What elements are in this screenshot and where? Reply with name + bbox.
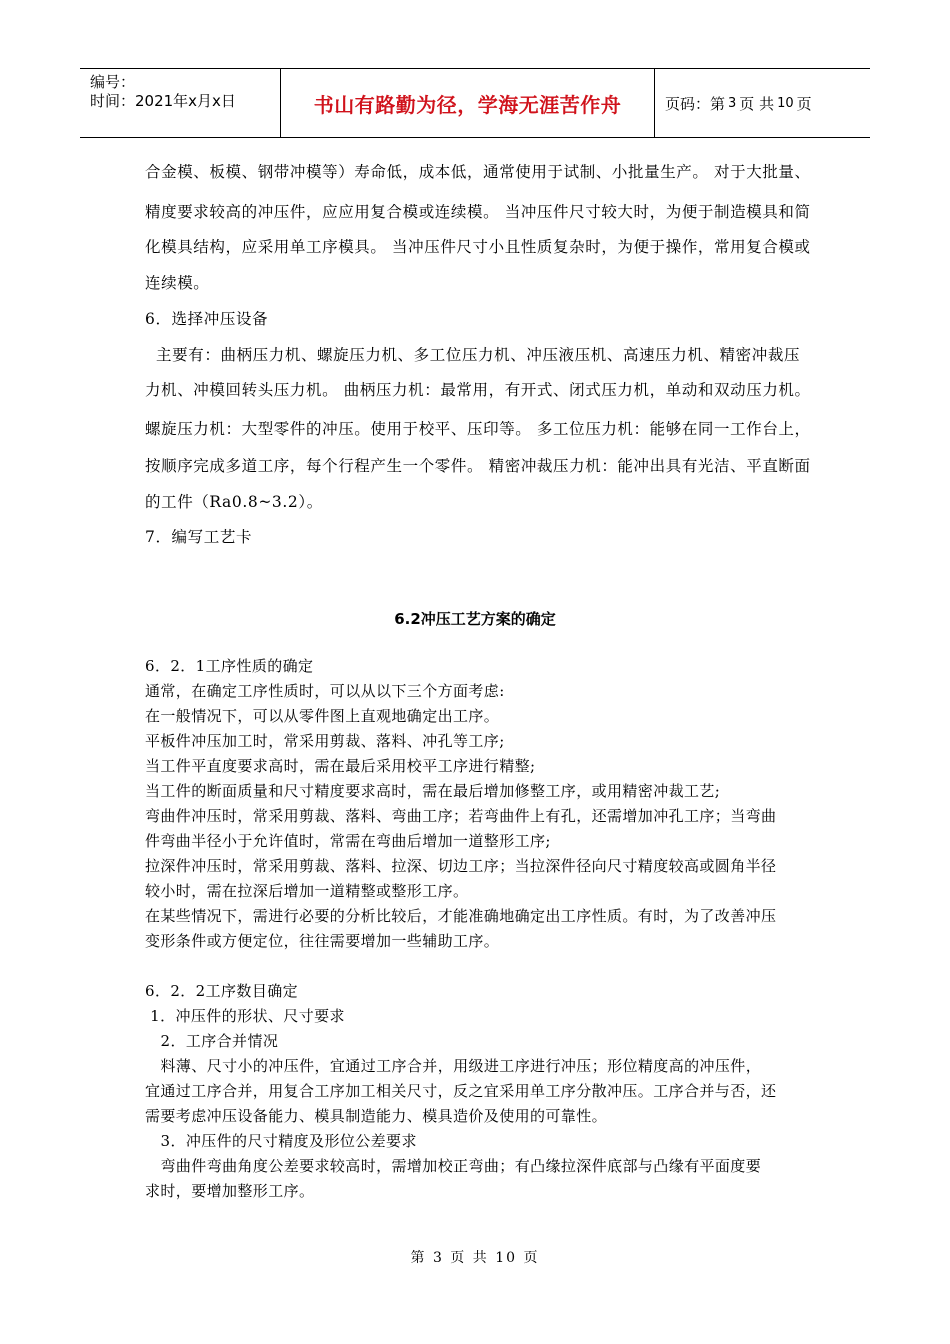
header-page-info	[655, 69, 870, 137]
text-line: 7．编写工艺卡	[145, 528, 253, 546]
text-line: 6．选择冲压设备	[145, 310, 269, 328]
subheading: 6．2．2工序数目确定	[145, 982, 299, 1000]
text-line: 2．工序合并情况	[145, 1032, 279, 1050]
header-motto: 书山有路勤为径，学海无涯苦作舟	[281, 69, 655, 137]
text-line: 合金模、板模、钢带冲模等）寿命低，成本低，通常使用于试制、小批量生产。 对于大批量、	[145, 163, 811, 181]
text-line: 需要考虑冲压设备能力、模具制造能力、模具造价及使用的可靠性。	[145, 1107, 608, 1125]
text-line: 6．2．1工序性质的确定	[145, 657, 314, 675]
text-line: 当工件平直度要求高时，需在最后采用校平工序进行精整;	[145, 757, 536, 775]
text-line: 在一般情况下，可以从零件图上直观地确定出工序。	[145, 707, 500, 725]
text-line: 弯曲件弯曲角度公差要求较高时，需增加校正弯曲；有凸缘拉深件底部与凸缘有平面度要	[145, 1157, 762, 1175]
page-current: 3	[728, 95, 737, 111]
page-total: 10	[777, 95, 794, 111]
header-meta	[80, 69, 281, 137]
text-line: 变形条件或方便定位，往往需要增加一些辅助工序。	[145, 932, 500, 950]
text-line: 1．冲压件的形状、尺寸要求	[145, 1007, 345, 1025]
text-line: 求时，要增加整形工序。	[145, 1182, 315, 1200]
text-line: 通常，在确定工序性质时，可以从以下三个方面考虑:	[145, 682, 505, 700]
page-header	[80, 68, 870, 138]
page-suffix: 页	[796, 94, 812, 113]
text-line: 件弯曲半径小于允许值时，常需在弯曲后增加一道整形工序;	[145, 832, 551, 850]
section-title: 6.2冲压工艺方案的确定	[394, 610, 556, 628]
text-line: 连续模。	[145, 274, 210, 292]
text-line: 精度要求较高的冲压件，应应用复合模或连续模。 当冲压件尺寸较大时，为便于制造模具和简	[145, 203, 811, 221]
document-number-label: 编号：	[90, 73, 136, 91]
text-line: 的工件（Ra0.8~3.2）。	[145, 493, 323, 511]
document-date: 时间：2021年x月x日	[90, 92, 236, 110]
text-line: 3．冲压件的尺寸精度及形位公差要求	[145, 1132, 417, 1150]
text-line: 料薄、尺寸小的冲压件，宜通过工序合并，用级进工序进行冲压；形位精度高的冲压件，	[145, 1057, 762, 1075]
text-line: 宜通过工序合并，用复合工序加工相关尺寸，反之宜采用单工序分散冲压。工序合并与否，还	[145, 1082, 777, 1100]
text-line: 较小时，需在拉深后增加一道精整或整形工序。	[145, 882, 469, 900]
page-mid: 页 共	[739, 94, 775, 113]
page-prefix: 页码：第	[665, 94, 726, 113]
text-line: 在某些情况下，需进行必要的分析比较后，才能准确地确定出工序性质。有时，为了改善冲压	[145, 907, 777, 925]
text-line: 主要有：曲柄压力机、螺旋压力机、多工位压力机、冲压液压机、高速压力机、精密冲裁压	[145, 346, 801, 364]
text-line: 按顺序完成多道工序，每个行程产生一个零件。 精密冲裁压力机：能冲出具有光洁、平直断面	[145, 457, 811, 475]
text-line: 化模具结构，应采用单工序模具。 当冲压件尺寸小且性质复杂时，为便于操作，常用复合模或	[145, 238, 811, 256]
text-line: 螺旋压力机：大型零件的冲压。使用于校平、压印等。 多工位压力机：能够在同一工作台上，	[145, 420, 811, 438]
page-footer: 第 3 页 共 10 页	[410, 1250, 540, 1266]
text-line: 弯曲件冲压时，常采用剪裁、落料、弯曲工序；若弯曲件上有孔，还需增加冲孔工序；当弯曲	[145, 807, 777, 825]
text-line: 当工件的断面质量和尺寸精度要求高时，需在最后增加修整工序，或用精密冲裁工艺;	[145, 782, 721, 800]
text-line: 力机、冲模回转头压力机。 曲柄压力机：最常用，有开式、闭式压力机，单动和双动压力机。	[145, 381, 811, 399]
text-line: 拉深件冲压时，常采用剪裁、落料、拉深、切边工序；当拉深件径向尺寸精度较高或圆角半径	[145, 857, 777, 875]
text-line: 平板件冲压加工时，常采用剪裁、落料、冲孔等工序;	[145, 732, 505, 750]
